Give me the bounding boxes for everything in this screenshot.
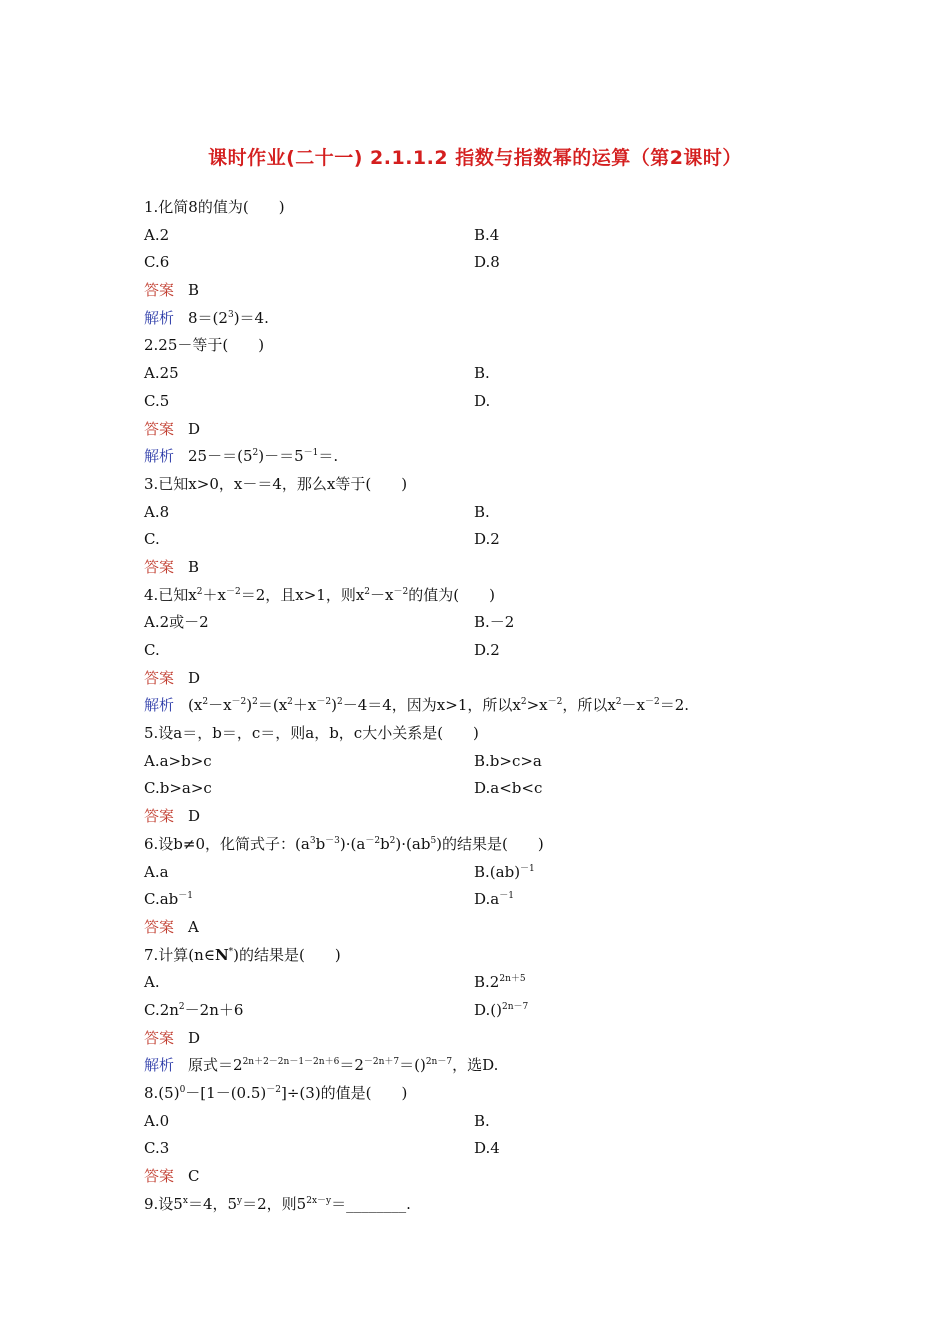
explanation-label: 解析 <box>144 1056 175 1075</box>
question-stem: 2.25－等于( ) <box>144 336 265 355</box>
answer-value: D <box>188 1028 201 1047</box>
option-right: D.8 <box>474 253 500 272</box>
explanation-text: 原式$=2^{2n+2-2n-1-2n+6}=2^{-2n+7}=()^{2n-7}$，选D. <box>188 1056 499 1075</box>
option-left: C. <box>144 530 160 549</box>
option-right: D. <box>474 391 491 410</box>
option-row <box>144 886 824 914</box>
option-right: B.4 <box>474 225 500 244</box>
option-left: C.5 <box>144 391 170 410</box>
question-stem: 9.设$5^x=4$，$5^y=2$，则$5^{2x-y}=\_\_\_\_\_\_\_\_$. <box>144 1194 411 1213</box>
answer-line <box>144 803 824 831</box>
option-row <box>144 249 824 277</box>
answer-label: 答案 <box>144 281 175 300</box>
option-left: C.6 <box>144 253 170 272</box>
answer-value: B <box>188 281 200 300</box>
option-row <box>144 499 824 527</box>
option-left: A.a>b>c <box>144 751 212 770</box>
option-row <box>144 222 824 250</box>
explanation-text: $(x^2-x^{-2})^2=(x^2+x^{-2})^2-4=4$，因为x>1，所以$x^2>x^{-2}$，所以$x^2-x^{-2}=2$. <box>188 696 690 715</box>
option-right: D.a<b<c <box>474 779 543 798</box>
option-left: A.8 <box>144 502 170 521</box>
option-row <box>144 748 824 776</box>
option-right: B. <box>474 364 490 383</box>
option-row <box>144 969 824 997</box>
option-left: A.2或－2 <box>144 613 209 632</box>
question-stem: 7.计算(n∈N*)的结果是( ) <box>144 945 341 964</box>
answer-line <box>144 416 824 444</box>
option-right: $D.a^{-1}$ <box>474 890 514 909</box>
option-row <box>144 1135 824 1163</box>
option-right: $B.2^{2n+5}$ <box>474 973 526 992</box>
explanation-label: 解析 <box>144 696 175 715</box>
option-right: D.()$^{2n-7}$ <box>474 1000 529 1019</box>
option-right: B.(ab)$^{-1}$ <box>474 862 535 881</box>
option-row <box>144 360 824 388</box>
option-left: A.a <box>144 862 169 881</box>
option-row <box>144 775 824 803</box>
answer-line <box>144 1025 824 1053</box>
option-right: D.2 <box>474 530 500 549</box>
answer-line <box>144 914 824 942</box>
option-left: A.2 <box>144 225 170 244</box>
option-right: B.－2 <box>474 613 515 632</box>
option-row <box>144 1108 824 1136</box>
answer-line <box>144 1163 824 1191</box>
question-stem: 5.设a＝，b＝，c＝，则a，b，c大小关系是( ) <box>144 724 479 743</box>
question-stem: 4.已知$x^2+x^{-2}=2$，且x>1，则$x^2-x^{-2}$的值为( ) <box>144 585 495 604</box>
option-left: A. <box>144 973 160 992</box>
option-right: D.2 <box>474 641 500 659</box>
page-title: 课时作业(二十一) 2.1.1.2 指数与指数幂的运算（第2课时） <box>208 147 742 169</box>
option-left: C. <box>144 641 160 659</box>
answer-line <box>144 665 824 693</box>
option-right: B. <box>474 1111 490 1130</box>
explanation-line <box>144 443 824 471</box>
option-right: B.b>c>a <box>474 751 542 770</box>
option-left: C.3 <box>144 1139 170 1158</box>
option-row <box>144 609 824 637</box>
option-right: D.4 <box>474 1139 500 1158</box>
answer-value: D <box>188 807 201 826</box>
answer-value: D <box>188 419 201 438</box>
explanation-line <box>144 1052 824 1080</box>
question-stem: 1.化简8的值为( ) <box>144 198 285 216</box>
option-left: $C.2n^2-2n+6$ <box>144 1000 244 1019</box>
answer-value: B <box>188 557 200 576</box>
option-right: B. <box>474 502 490 521</box>
option-left: A.0 <box>144 1111 170 1130</box>
answer-label: 答案 <box>144 1028 175 1047</box>
answer-label: 答案 <box>144 419 175 438</box>
answer-line <box>144 554 824 582</box>
question-stem: $8.(5)^0-[1-(0.5)^{-2}]\div(3)$的值是( ) <box>144 1084 408 1102</box>
option-row <box>144 388 824 416</box>
question-stem: 6.设b≠0，化简式子：$(a^3b^{-3})\cdot(a^{-2}b^2)\cdot(ab^5)$的结果是( ) <box>144 834 544 853</box>
answer-label: 答案 <box>144 917 175 936</box>
explanation-label: 解析 <box>144 447 175 466</box>
answer-label: 答案 <box>144 557 175 576</box>
answer-value: A <box>188 917 199 936</box>
explanation-line <box>144 692 824 720</box>
option-row <box>144 637 824 665</box>
answer-label: 答案 <box>144 1167 175 1186</box>
answer-value: C <box>188 1167 200 1186</box>
option-row <box>144 997 824 1025</box>
option-left: A.25 <box>144 364 179 383</box>
option-left: $C.ab^{-1}$ <box>144 890 193 909</box>
question-stem: 3.已知x>0，x－＝4，那么x等于( ) <box>144 474 408 493</box>
explanation-line <box>144 305 824 333</box>
option-row <box>144 859 824 887</box>
answer-label: 答案 <box>144 807 175 826</box>
question-list <box>144 194 824 1218</box>
explanation-label: 解析 <box>144 308 175 327</box>
option-left: C.b>a>c <box>144 779 212 798</box>
explanation-text: $25-=(5^2)-=5^{-1}=$. <box>188 447 339 466</box>
explanation-text: $8=(2^3)=4$. <box>188 308 269 327</box>
answer-line <box>144 277 824 305</box>
answer-value: D <box>188 668 201 687</box>
option-row <box>144 526 824 554</box>
answer-label: 答案 <box>144 668 175 687</box>
